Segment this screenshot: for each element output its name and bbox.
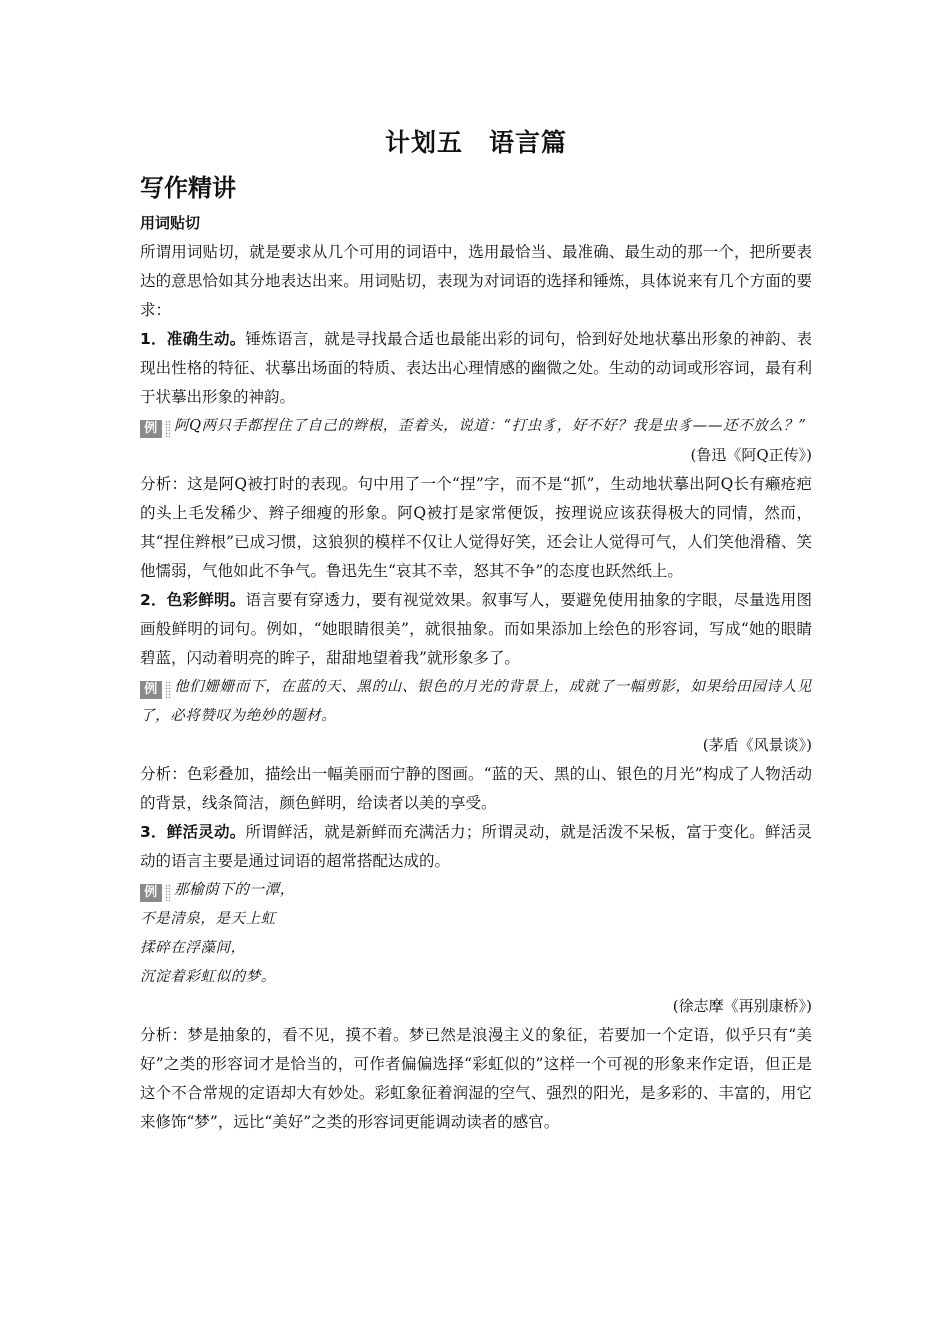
item-1-text: 锤炼语言，就是寻找最合适也最能出彩的词句，恰到好处地状摹出形象的神韵、表现出性格的特征、状摹出场面的特质、表达出心理情感的幽微之处。生动的动词或形容词，最有利于状摹出形象的神韵。 [140,330,812,406]
section-title: 写作精讲 [140,174,236,202]
example-badge-icon: 例 [140,681,162,699]
item-2-source: (茅盾《风景谈》) [702,736,812,754]
item-1-example-text: 阿Q两只手都捏住了自己的辫根，歪着头，说道：“打虫豸，好不好？我是虫豸——还不放么？” [174,418,807,434]
item-2-text: 语言要有穿透力，要有视觉效果。叙事写人，要避免使用抽象的字眼，尽量选用图画般鲜明的词句。例如，“她眼睛很美”，就很抽象。而如果添加上绘色的形容词，写成“她的眼睛碧蓝，闪动着明亮的眸子，甜甜地望着我”就形象多了。 [140,591,812,667]
item-1-source: (鲁迅《阿Q正传》) [690,446,812,464]
document-page [140,122,812,1137]
page-title: 计划五 语言篇 [384,128,567,157]
poem-line-1: 例 那榆荫下的一潭， [140,876,812,905]
example-badge-icon: 例 [140,420,162,438]
item-2-paragraph [140,586,812,673]
item-1-lead: 1．准确生动。 [140,330,246,348]
item-1-example [140,412,812,441]
item-3-analysis: 分析：梦是抽象的，看不见，摸不着。梦已然是浪漫主义的象征，若要加一个定语，似乎只有“美好”之类的形容词才是恰当的，可作者偏偏选择“彩虹似的”这样一个可视的形象来作定语，但正是这个不合常规的定语却大有妙处。彩虹象征着润湿的空气、强烈的阳光，是多彩的、丰富的，用它来修饰“梦”，远比“美好”之类的形容词更能调动读者的感官。 [140,1026,812,1131]
item-3-source: (徐志摩《再别康桥》) [672,997,812,1015]
item-1-analysis: 分析：这是阿Q被打时的表现。句中用了一个“捏”字，而不是“抓”，生动地状摹出阿Q长有癞疮疤的头上毛发稀少、辫子细瘦的形象。阿Q被打是家常便饭，按理说应该获得极大的同情，然而，其“捏住辫根”已成习惯，这狼狈的模样不仅让人觉得好笑，还会让人觉得可气，人们笑他滑稽、笑他懦弱，气他如此不争气。鲁迅先生“哀其不幸，怒其不争”的态度也跃然纸上。 [140,475,812,580]
poem-line-4: 沉淀着彩虹似的梦。 [140,969,276,985]
poem-line-3: 揉碎在浮藻间， [140,940,246,956]
intro-paragraph: 所谓用词贴切，就是要求从几个可用的词语中，选用最恰当、最准确、最生动的那一个，把所要表达的意思恰如其分地表达出来。用词贴切，表现为对词语的选择和锤炼，具体说来有几个方面的要求： [140,243,812,319]
example-badge-icon: 例 [140,884,162,902]
item-2-example-text: 他们姗姗而下，在蓝的天、黑的山、银色的月光的背景上，成就了一幅剪影，如果给田园诗人见了，必将赞叹为绝妙的题材。 [140,679,812,724]
poem-line-2: 不是清泉，是天上虹 [140,911,276,927]
subhead: 用词贴切 [140,214,201,232]
item-3-text: 所谓鲜活，就是新鲜而充满活力；所谓灵动，就是活泼不呆板，富于变化。鲜活灵动的语言主要是通过词语的超常搭配达成的。 [140,823,812,870]
item-1-paragraph [140,325,812,412]
item-2-analysis: 分析：色彩叠加，描绘出一幅美丽而宁静的图画。“蓝的天、黑的山、银色的月光”构成了人物活动的背景，线条简洁，颜色鲜明，给读者以美的享受。 [140,765,812,812]
item-2-example [140,673,812,731]
item-3-paragraph [140,818,812,876]
item-3-lead: 3．鲜活灵动。 [140,823,246,841]
item-2-lead: 2．色彩鲜明。 [140,591,246,609]
